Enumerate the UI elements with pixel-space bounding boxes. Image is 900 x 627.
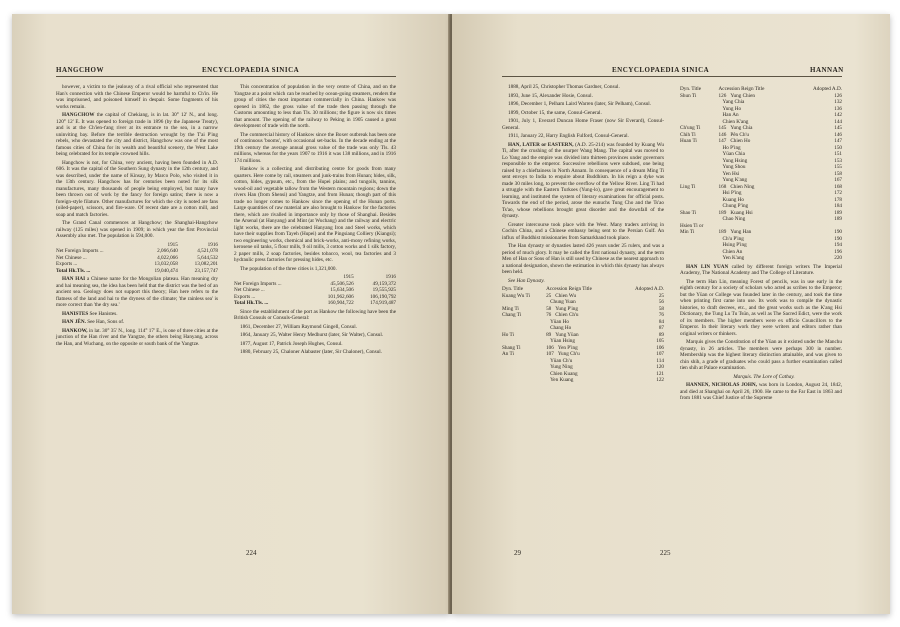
cell-value: 19,555,925 — [372, 287, 396, 293]
adopted-year: 89 — [658, 331, 664, 338]
trade-table-hangchow — [56, 242, 218, 275]
reign-title-text: Chien K'ang — [722, 118, 749, 125]
adopted-year: 147 — [834, 138, 842, 144]
open-book — [12, 14, 890, 614]
consul-entry: 1896, December 1, Pelham Laird Warren (later, Sir Pelham), Consul. — [508, 101, 652, 107]
left-column-2 — [234, 84, 396, 358]
table-total-row — [234, 300, 396, 307]
col-header: Adopted A.D. — [813, 86, 842, 92]
reign-title-text: Yüan Ho — [550, 318, 569, 325]
reign-title-text: Hsing P'ing — [722, 242, 747, 248]
consul-entry: 1861, December 27, William Raymond Gingell, Consul. — [240, 323, 357, 330]
entry-han-hai — [56, 276, 218, 309]
adopted-year: 105 — [656, 338, 664, 344]
entry-text: See Han, Sons of. — [87, 319, 125, 325]
entry-text: See Hanistes. — [89, 310, 118, 317]
cell-value: 2,066,640 — [157, 248, 178, 254]
adopted-year: 145 — [834, 125, 842, 131]
adopted-year: 194 — [834, 242, 842, 248]
adopted-year: 56 — [658, 299, 664, 305]
adopted-year: 172 — [834, 190, 842, 196]
entry-heading: HANKOW, — [62, 327, 88, 334]
adopted-year: 132 — [834, 99, 842, 105]
adopted-year: 190 — [834, 235, 842, 242]
entry-hanistes — [56, 311, 218, 318]
accession-year: 25 — [546, 292, 552, 299]
table-total-row — [56, 268, 218, 275]
reign-title-text: Chien Wu — [555, 292, 577, 299]
adopted-year: 151 — [834, 151, 842, 157]
adopted-year: 121 — [656, 370, 664, 377]
reign-title-text: Yüan Hsing — [550, 338, 575, 344]
adopted-year: 153 — [834, 157, 842, 164]
dynastic-title — [502, 377, 546, 384]
right-column-2 — [680, 84, 842, 404]
dynastic-title: Ho Ti — [502, 331, 514, 338]
dynastic-title: Shun Ti — [680, 92, 697, 99]
header-rule — [502, 76, 842, 77]
accession-year: 146 — [718, 131, 727, 138]
reign-title-text: Yung Chien — [730, 92, 755, 99]
table-row — [502, 377, 664, 384]
consul-entry: 1888, April 25, Christopher Thomas Gardner, Consul. — [508, 84, 620, 90]
dynastic-title: Ming Ti — [502, 305, 519, 312]
right-page — [452, 14, 890, 614]
cell-value: 13,032,058 — [154, 261, 178, 267]
dynastic-title: Ch'ung Ti — [680, 125, 701, 131]
consul-entry: 1864, January 25, Walter Henry Medhurst (later, Sir Walter), Consul. — [240, 332, 384, 338]
reign-title-text: Yang Chia — [722, 99, 745, 105]
dynastic-title: Min Ti — [680, 229, 695, 235]
paragraph: The population of the three cities is 1,321,000. — [240, 265, 337, 272]
adopted-year: 189 — [834, 209, 842, 216]
reign-title-text: Chung P'ing — [722, 203, 749, 209]
reign-title-text: Ho P'ing — [722, 144, 741, 151]
consul-entry: 1877, August 17, Patrick Joseph Hughes, Consul. — [240, 340, 343, 347]
cell-value: 4,022,066 — [157, 254, 178, 261]
adopted-year: 220 — [834, 255, 842, 261]
reign-title-text: Pên Ch'u — [730, 131, 749, 138]
col-header: Dyn. Title — [680, 86, 702, 92]
reign-title-text: Chien Kuang — [550, 370, 578, 377]
reign-title-text: Ch'u P'ing — [722, 235, 744, 242]
adopted-year: 168 — [834, 183, 842, 190]
consul-entry: 1880, February 25, Chaloner Alabaster (later, Sir Chaloner), Consul. — [240, 349, 382, 355]
accession-year: 145 — [718, 125, 727, 131]
entry-text: was born in London, August 24, 1842, and died at Shanghai on April 26, 1900. He came to the Far East in 1863 and from 1881 was Chief Justice of the Supreme — [680, 382, 842, 401]
cell-value: 5,644,532 — [197, 254, 218, 261]
row-label: Exports ... — [56, 261, 78, 267]
adopted-year: 189 — [834, 216, 842, 222]
rulers-table-1 — [502, 286, 664, 384]
consul-entry: 1893, June 15, Alexander Hosie, Consul. — [508, 92, 593, 99]
dynastic-title: Kuang Wu Ti — [502, 292, 530, 299]
adopted-year: 87 — [658, 325, 664, 331]
adopted-year: 150 — [834, 144, 842, 151]
accession-year: 89 — [546, 331, 552, 338]
entry-heading: HANNEN, NICHOLAS JOHN, — [686, 382, 757, 388]
adopted-year: 178 — [834, 196, 842, 203]
adopted-year: 84 — [658, 318, 664, 325]
dynastic-title: Chih Ti — [680, 131, 696, 138]
adopted-year: 120 — [656, 364, 664, 370]
entry-heading: HAN LIN YUAN — [686, 263, 729, 270]
reign-title-text: Yen K'ang — [722, 255, 745, 261]
consul-entry: 1899, October 15, the same, Consul-General. — [508, 109, 602, 116]
paragraph: Greater intercourse took place with the West. Many traders arriving in Cochin China, and a Chinese embassy being sent to the Persian Gulf. An influx of Buddhist missionaries from Samarkhand took place. — [502, 221, 664, 241]
adopted-year: 126 — [834, 92, 842, 99]
reign-title-text: Kuang Ho — [722, 196, 745, 203]
paragraph: Hangchow is not, for China, very ancient, having been founded in A.D. 606. It was the capital of the Southern Sung dynasty in the 12th century, and was described, under the name of Kinsay, by Marco Polo, who visited it in the 13th century. Hangchow has for centuries been noted for its silk manufactures, many thousands of people being employed, but many have been thrown out of work by the fancy for foreign satins; there is now a foreign-style filature. Other manufactures for which the city is noted are fans (oiled-paper), scissors, and fire-ware. Of recent date are a cotton mill, and soap and match factories. — [56, 159, 218, 218]
page-number: 225 — [660, 549, 671, 557]
dynastic-title: Chang Ti — [502, 312, 522, 318]
adopted-year: 196 — [834, 248, 842, 255]
reign-title-text: Chao Ning — [722, 216, 746, 222]
reign-title-text: Yen Kuang — [550, 377, 574, 383]
year-cell: 1915 — [343, 274, 354, 280]
adopted-year: 25 — [658, 292, 664, 299]
dynastic-title: Shao Ti — [680, 209, 697, 216]
paragraph: The commercial history of Hankow since the Boxer outbreak has been one of continuous 'booms', with occasional set-backs. In the decade ending at the 19th century the average annual gross value of the trade was only Tls. 43 millions, whereas for the years 1907 to 1916 it was 138 millions, and in 1916 174 millions. — [234, 131, 396, 164]
paragraph: The Han dynasty or dynasties lasted 426 years under 25 rulers, and was a period of much glory. It may be called the first national dynasty, and the term Men of Han or Sons of Han is still used by Chinese as the nearest approach to a national designation, shown the estimation in which this dynasty has always been held. — [502, 243, 664, 275]
cell-value: 4,521,078 — [197, 248, 218, 254]
reign-title-text: Chang Ho — [550, 325, 572, 331]
cell-value: 174,919,487 — [370, 300, 396, 306]
cell-value: 45,506,526 — [330, 280, 354, 287]
table-row — [680, 255, 842, 262]
trade-table-hankow — [234, 274, 396, 307]
adopted-year: 107 — [656, 351, 664, 357]
cell-value: 23,157,747 — [194, 267, 218, 274]
adopted-year: 106 — [656, 344, 664, 351]
page-number: 224 — [246, 549, 257, 557]
reign-title-text: Chien Ning — [730, 183, 755, 190]
col-header: Adopted A.D. — [635, 286, 664, 292]
reign-title-text: Yung Hsing — [722, 157, 748, 164]
reign-title-text: Yung Han — [730, 229, 752, 235]
entry-heading: HANISTES — [62, 310, 89, 317]
accession-year: 189 — [718, 229, 727, 235]
left-column-1 — [56, 84, 218, 349]
accession-year: 189 — [718, 209, 727, 216]
adopted-year: 167 — [834, 177, 842, 183]
adopted-year: 190 — [834, 229, 842, 235]
reign-title-text: Yung Ning — [550, 364, 573, 370]
adopted-year: 114 — [656, 357, 664, 364]
see-also: See Han Dynasty. — [508, 277, 545, 284]
dynastic-title: An Ti — [502, 351, 514, 357]
adopted-year: 136 — [834, 105, 842, 112]
cell-value: 19,040,474 — [154, 267, 178, 274]
accession-year: 168 — [718, 183, 727, 190]
cell-value: 160,904,722 — [327, 300, 354, 306]
row-label: Net Chinese ... — [234, 287, 265, 293]
paragraph: The term Han Lin, meaning Forest of pencils, was in use early in the eighth century for a society of scholars who acted as scribes to the Emperor; but the Yüan or College was founded later in the century, and took the time when printing first came into use. Its work was to compile the dynastic histories, to draft decrees, etc., and the great works such as the K'ang Hsi Dictionary, the Tung Lu Tu Tsün, as well as The Sacred Edict, were the work of its members. The higher members were ex officio Councillors to the Emperor. In their literary work they were writers and editors rather than original writers or thinkers. — [680, 278, 842, 337]
entry-heading: HAN, LATER or EASTERN, — [508, 141, 574, 148]
entry-text: called by different foreign writers The Imperial Academy, The National Academy and The College of Literature. — [680, 263, 843, 276]
year-cell: 1915 — [167, 241, 178, 248]
dynastic-title: Huan Ti — [680, 138, 697, 144]
adopted-year: 144 — [834, 118, 842, 125]
running-head-left: HANGCHOW — [56, 66, 104, 74]
cell-value: 101,962,606 — [327, 293, 354, 300]
year-cell: 1916 — [207, 241, 218, 248]
accession-year: 126 — [718, 92, 727, 99]
paragraph: The Grand Canal commences at Hangchow; the Shanghai-Hangchow railway (125 miles) was opened in 1909; in which year the first Provincial Assembly also met. The population is 594,000. — [56, 220, 218, 239]
reign-title-text: Yen Hsi — [722, 170, 740, 177]
entry-han-lin-yuan — [680, 264, 842, 277]
entry-hannen — [680, 382, 842, 402]
cell-value: 13,082,201 — [194, 261, 218, 267]
col-header: Dyn. Title — [502, 286, 524, 292]
adopted-year: 76 — [658, 312, 664, 318]
adopted-year: 142 — [834, 112, 842, 118]
reign-title-text: Yung Shou — [722, 164, 746, 170]
adopted-year: 58 — [658, 305, 664, 312]
reign-title-text: Hsi P'ing — [722, 190, 742, 196]
reign-title-text: Yung Ho — [722, 105, 742, 112]
entry-text: the capital of Chekiang, is in lat. 30° 12' N., and long. 120° 12' E. It was opened to foreign trade in 1896 (by the Japanese Treaty), and is at the Ch'ien-t'ang river at its entrance to the sea, in a narrow uninviting bay. Before the terrible destruction wrought by the T'ai P'ing rebels, who devastated the city and district, Hangchow was one of the most famous cities of China for its wealth and beautiful scenery, the West Lake being celebrated for its temple crowned hills. — [56, 112, 218, 157]
accession-year: 76 — [546, 312, 552, 318]
adopted-year: 122 — [656, 377, 664, 383]
reign-title-text: Yung Ch'u — [557, 351, 580, 357]
entry-han-jen — [56, 319, 218, 326]
cell-value: 106,190,792 — [370, 293, 396, 300]
running-head-right: HANNAN — [810, 66, 844, 74]
left-page — [12, 14, 450, 614]
accession-year: 107 — [546, 351, 554, 357]
adopted-year: 155 — [834, 164, 842, 170]
reign-title — [546, 377, 618, 384]
entry-heading: HAN JÊN. — [62, 319, 86, 325]
consul-entry: 1901, July 1, Everard Duncan Home Fraser (now Sir Everard), Consul-General. — [502, 118, 664, 131]
accession-year: 147 — [718, 138, 727, 144]
paragraph: This concentration of population in the very centre of China, and on the Yangtze at a point which can be reached by ocean-going steamers, renders the group of cities the most important commercially in China. Hankow was opened in 1862, the gross value of the trade then passing through the Customs amounting to less than Tls. 30 millions; the figure is now six times that amount. The opening of the railway to Peking in 1905 caused a great development of trade with the north. — [234, 84, 396, 129]
reign-title-text: Yüan Ch'u — [550, 357, 573, 364]
entry-heading: HAN HAI — [62, 276, 86, 282]
dynastic-title: Ling Ti — [680, 183, 696, 190]
reign-title-text: Kuang Hsi — [730, 209, 753, 216]
accession-year: 106 — [546, 344, 554, 351]
cell-value: 15,634,506 — [330, 287, 354, 293]
adopted-year: 184 — [834, 203, 842, 209]
paragraph: Marquis gives the Constitution of the Yüan as it existed under the Manchu dynasty, in 26 articles. The members were perhaps 300 in number. Membership was the highest literary distinction attainable, and was given to chin shih, a grade of graduates who could pass a further examination called tien shih at Palace examination. — [680, 339, 842, 371]
row-label: Exports ... — [234, 293, 256, 300]
adopted-year: 146 — [834, 131, 842, 138]
citation: Marquis. The Lore of Cathay. — [733, 373, 795, 380]
year-cell: 1916 — [385, 274, 396, 280]
reign-title-text: Yen P'ing — [557, 344, 578, 351]
col-header: Accession Reign Title — [718, 86, 765, 92]
reign-title — [719, 255, 795, 262]
reign-title-text: Chien Ho — [730, 138, 751, 144]
entry-hankow — [56, 328, 218, 348]
accession-year: 58 — [546, 305, 552, 312]
dynastic-title: Shang Ti — [502, 344, 521, 351]
reign-title-text: Chien Ch'u — [555, 312, 579, 318]
entry-text: (A.D. 25-214) was founded by Kuang Wu Ti, after the crushing of the usurper Wang Mang. The capital was moved to Lo Yang and the empire was divided into thirteen provinces under governors responsible to the emperor. Successive rebellions were subdued, one being raised by a chieftainess in North Annam. In consequence of a dream Ming Ti sent envoys to India to enquire about Buddhism. In his reign a dyke was made 30 miles long, to prevent the overflow of the Yellow River. Ling Ti had a struggle with the Eastern Turkoes (Yung-lo), gave great encouragement to learning, and instituted the system of literary examinations for official posts. Towards the end of the period, arose the eunuchs Tung Cho and the Ts'ao Ts'ao, whose rebellions brought great disorder and the downfall of the dynasty. — [502, 141, 665, 219]
dynastic-title: Hsien Ti or — [680, 222, 704, 229]
cell-value: 49,159,372 — [372, 280, 396, 287]
row-label: Net Chinese ... — [56, 254, 87, 261]
consul-entry: 1911, January 22, Harry English Fulford, Consul-General. — [508, 133, 629, 139]
entry-hangchow — [56, 112, 218, 158]
signature-mark: 29 — [514, 549, 521, 557]
reign-title-text: Yung K'ang — [722, 177, 747, 183]
reign-title-text: Yung Chia — [730, 125, 753, 131]
reign-title-text: Yung P'ing — [555, 305, 578, 312]
paragraph: Hankow is a collecting and distributing centre for goods from many quarters. Here come by rail, steamers and junk-trains from Hunan; hides, silk, cotton, hides, gypsum, etc., from the Hupei plains; and tungoils, tannins, wood-oil and vegetable tallow from the Western mountain regions; down the rivers Han (from Shensi) and Yangtze, and from Hunan; though part of this trade no longer comes to Hankow since the opening of the Hunan ports. Large quantities of raw material are also brought to Hankow for the factories there, which are rivalled in importance only by those of Shanghai. Besides the Arsenal (at Hanyang) and Mint (at Wuchang) and the railway and electric light works, there are the celebrated Hanyang Iron and Steel works, which have their supplies from Tayeh (Hupei) and the Pingsiang Colliery (Kiangsi); two engineering works, chemical and brick-works, anti-mony refining works, kerosene oil tanks, 5 flour mills, 9 oil mills, 3 cotton works and 1 silk factory, 2 paper mills, 2 soap factories, besides tobacco, wool, tea factories and 3 hydraulic press factories for pressing hides, etc. — [234, 166, 396, 263]
entry-han-later — [502, 142, 664, 220]
entry-heading: HANGCHOW — [62, 112, 95, 118]
dynastic-title — [680, 255, 719, 262]
entry-text: a Chinese name for the Mongolian plateau. Han meaning dry and hai meaning sea, the idea has been held that the district was the bed of an ancient sea. Geology does not support this theory; Han here refers to the flatness of the land and hai to the dryness of the climate; 'the rainless sea' is more correct than 'the dry sea.' — [56, 276, 218, 308]
row-label: Net Foreign Imports ... — [56, 248, 104, 254]
reign-title-text: Chien An — [722, 248, 743, 255]
reign-title-text: Yung Yüan — [555, 331, 579, 338]
rulers-table-2 — [680, 86, 842, 262]
paragraph: however, a victim to the jealousy of a rival official who represented that Han's connection with the Chinese Emperor would be harmful to Ch'in. He was imprisoned, and poisoned himself in despair. Some fragments of his works remain. — [56, 84, 218, 110]
row-label: Total Hk.Tls. ... — [234, 300, 269, 306]
paragraph: Since the establishment of the port as Hankow the following have been the British Consuls or Consuls-General: — [234, 308, 396, 321]
entry-text: in lat. 30° 35' N., long. 114° 17' E., is one of three cities at the junction of the Han river and the Yangtze, the others being Hanyang, across the Han, and Wuchang, on the opposite or south bank of the Yangtze. — [56, 327, 218, 347]
right-column-1 — [502, 84, 664, 386]
col-header: Accession Reign Title — [546, 286, 592, 292]
adopted-year: 158 — [834, 170, 842, 177]
header-rule — [56, 76, 396, 77]
reign-title-text: Han An — [722, 112, 739, 118]
row-label: Net Foreign Imports ... — [234, 280, 282, 287]
running-head-center: ENCYCLOPAEDIA SINICA — [612, 66, 710, 74]
row-label: Total Hk.Tls. ... — [56, 267, 91, 274]
reign-title-text: Chung Yuan — [550, 299, 576, 305]
reign-title-text: Yüan Chia — [722, 151, 745, 157]
running-head-center: ENCYCLOPAEDIA SINICA — [202, 66, 300, 74]
